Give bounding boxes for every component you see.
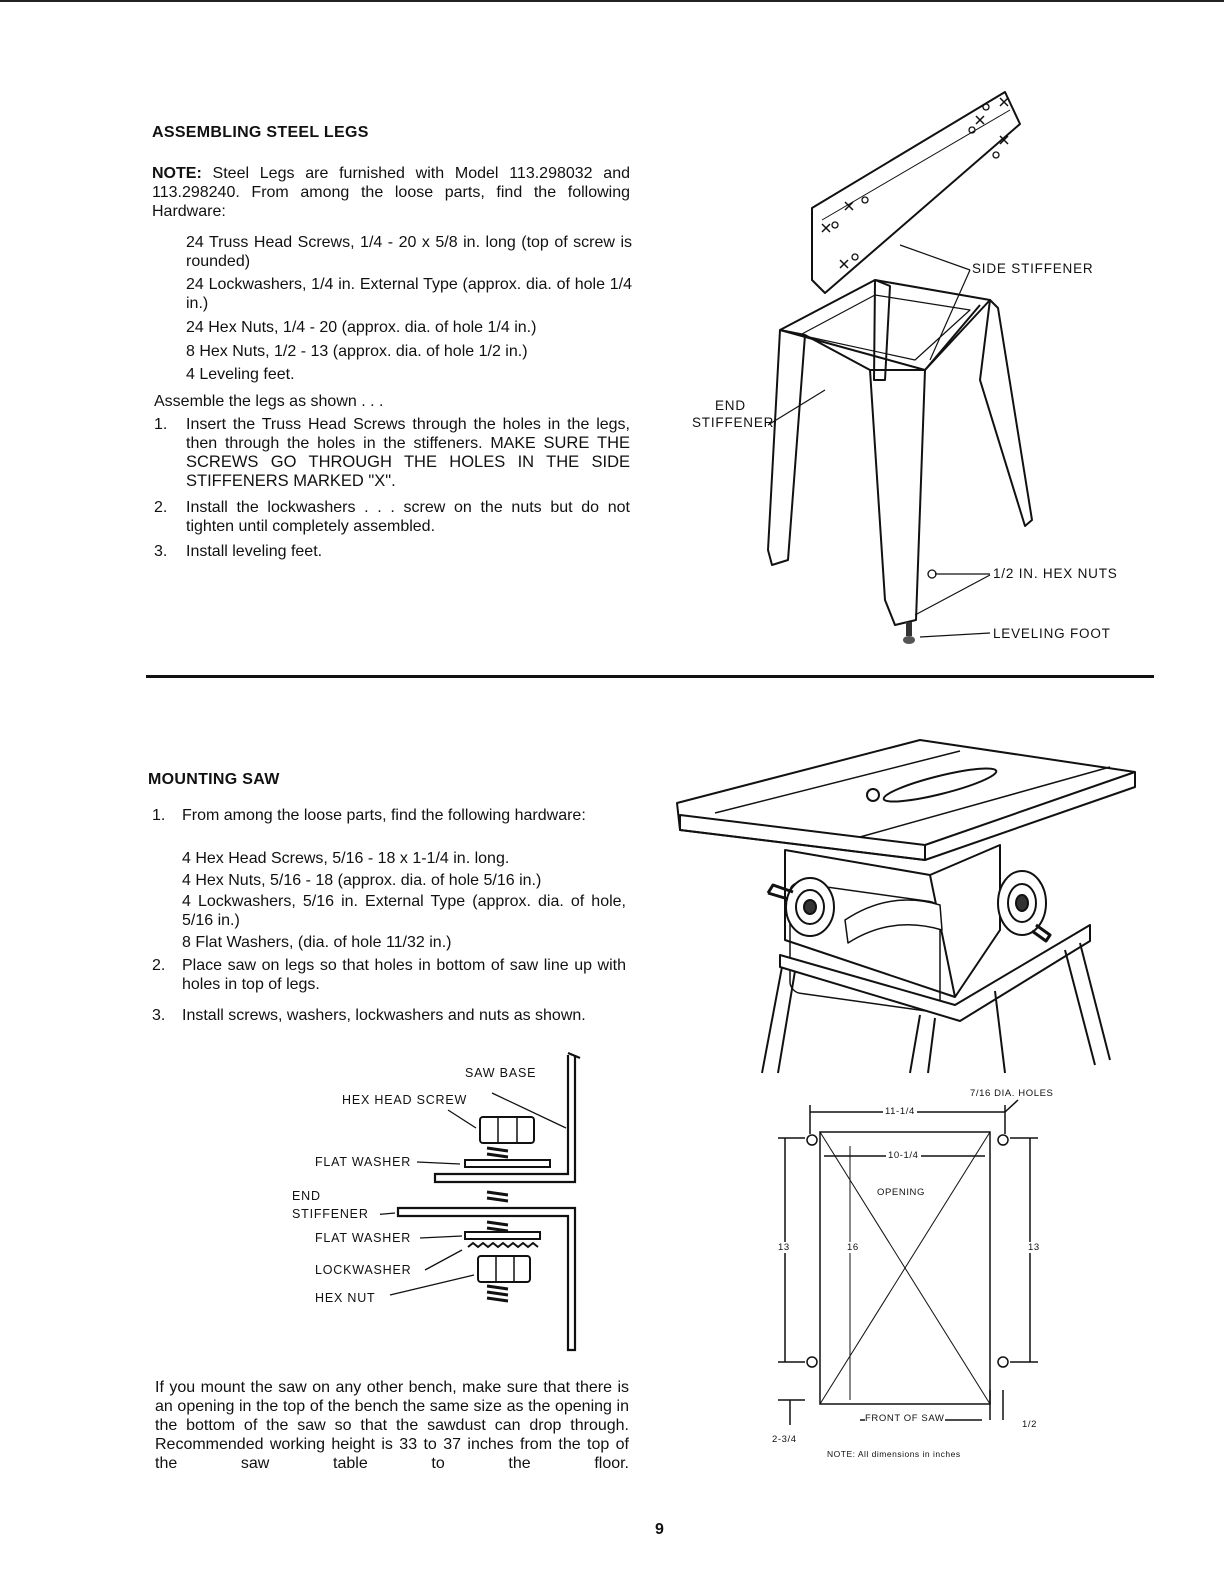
hardware-item: 8 Flat Washers, (dia. of hole 11/32 in.) [182,934,452,951]
label-stiffener: STIFFENER [292,1207,369,1221]
step-text-body: Insert the Truss Head Screws through the holes in the legs, then through the holes in the stiffeners. MAKE [186,416,630,452]
label-width-outer: 11-1/4 [885,1106,915,1117]
step-number: 1. [154,416,168,433]
step-number: 2. [152,957,166,974]
label-hex-nut: HEX NUT [315,1291,376,1305]
mounting-hole [998,1135,1008,1145]
leg [768,330,805,565]
label-bottom-offset: 2-3/4 [772,1434,797,1445]
step-number: 1. [152,807,166,824]
label-leveling-foot: LEVELING FOOT [993,626,1111,641]
hardware-item: 24 Hex Nuts, 1/4 - 20 (approx. dia. of hole 1/4 in.) [186,319,537,336]
label-stiffener: STIFFENER [692,415,775,430]
note-text: Steel Legs are furnished with Model 113.298032 and 113.298240. From among the loose parts, find the following Hardware: [152,165,631,220]
label-lockwasher: LOCKWASHER [315,1263,412,1277]
hardware-item: 24 Truss Head Screws, 1/4 - 20 x 5/8 in. long (top of screw is rounded) [186,234,632,270]
label-flat-washer-bottom: FLAT WASHER [315,1231,412,1245]
label-height-right: 13 [1028,1242,1040,1253]
step-number: 2. [154,499,168,516]
label-dia-holes: 7/16 DIA. HOLES [970,1088,1054,1099]
label-width-inner: 10-1/4 [888,1150,919,1161]
step-text: Install the lockwashers . . . screw on the nuts but do not tighten until completely assembled. [186,499,630,535]
hardware-item: 4 Hex Head Screws, 5/16 - 18 x 1-1/4 in. long. [182,850,510,867]
note-label: NOTE: [152,165,202,182]
note-paragraph [152,164,630,221]
step-text: Install screws, washers, lockwashers and nuts as shown. [182,1007,586,1024]
hex-head-screw-part [480,1117,534,1143]
leg [870,370,925,625]
label-hex-nuts: 1/2 IN. HEX NUTS [993,566,1118,581]
label-dimensions-note: NOTE: All dimensions in inches [827,1449,961,1459]
mounting-hole [998,1357,1008,1367]
step-text: Install leveling feet. [186,543,323,560]
section-title-mounting-saw: MOUNTING SAW [148,771,280,788]
label-height-inner: 16 [847,1242,859,1253]
label-side-stiffener: SIDE STIFFENER [972,261,1094,276]
label-right-offset: 1/2 [1022,1419,1038,1430]
label-height-left: 13 [778,1242,790,1253]
mounting-hole [807,1357,817,1367]
hardware-item: 4 Leveling feet. [186,366,295,383]
step-text: From among the loose parts, find the following hardware: [182,807,586,824]
hardware-item: 24 Lockwashers, 1/4 in. External Type (approx. dia. of hole 1/4 in.) [186,276,632,312]
hardware-item: 8 Hex Nuts, 1/2 - 13 (approx. dia. of hole 1/2 in.) [186,343,528,360]
section-divider [146,675,1154,678]
leg [980,300,1032,526]
bench-note-paragraph: If you mount the saw on any other bench, make sure that there is an opening in the top of the bench the same size as the opening in the bottom of the saw so that the sawdust can drop through. Recommended working height is 33 to 37 inches from the top of the saw table to the floor. [155,1379,629,1472]
label-end: END [292,1189,321,1203]
hardware-item: 4 Lockwashers, 5/16 in. External Type (approx. dia. of hole, 5/16 in.) [182,893,626,929]
label-flat-washer-top: FLAT WASHER [315,1155,412,1169]
step-text-caps: SURE THE SCREWS GO THROUGH THE HOLES IN THE SIDE STIFFENERS MARKED "X". [186,434,630,490]
label-hex-head-screw: HEX HEAD SCREW [342,1093,468,1107]
hardware-item: 4 Hex Nuts, 5/16 - 18 (approx. dia. of hole 5/16 in.) [182,872,542,889]
section-title-assembling-steel-legs: ASSEMBLING STEEL LEGS [152,124,369,141]
label-saw-base: SAW BASE [465,1066,537,1080]
mounting-hole [807,1135,817,1145]
page-number: 9 [655,1521,664,1538]
step-number: 3. [152,1007,166,1024]
label-front-of-saw: FRONT OF SAW [865,1413,945,1424]
step-number: 3. [154,543,168,560]
top-border [0,0,1224,2]
table-saw-illustration [670,735,1140,1080]
assemble-intro: Assemble the legs as shown . . . [154,393,384,410]
label-end: END [715,398,746,413]
stand-top-frame [780,280,990,370]
label-opening: OPENING [877,1187,926,1198]
step-text [186,415,630,491]
step-text: Place saw on legs so that holes in bottom of saw line up with holes in top of legs. [182,957,626,993]
